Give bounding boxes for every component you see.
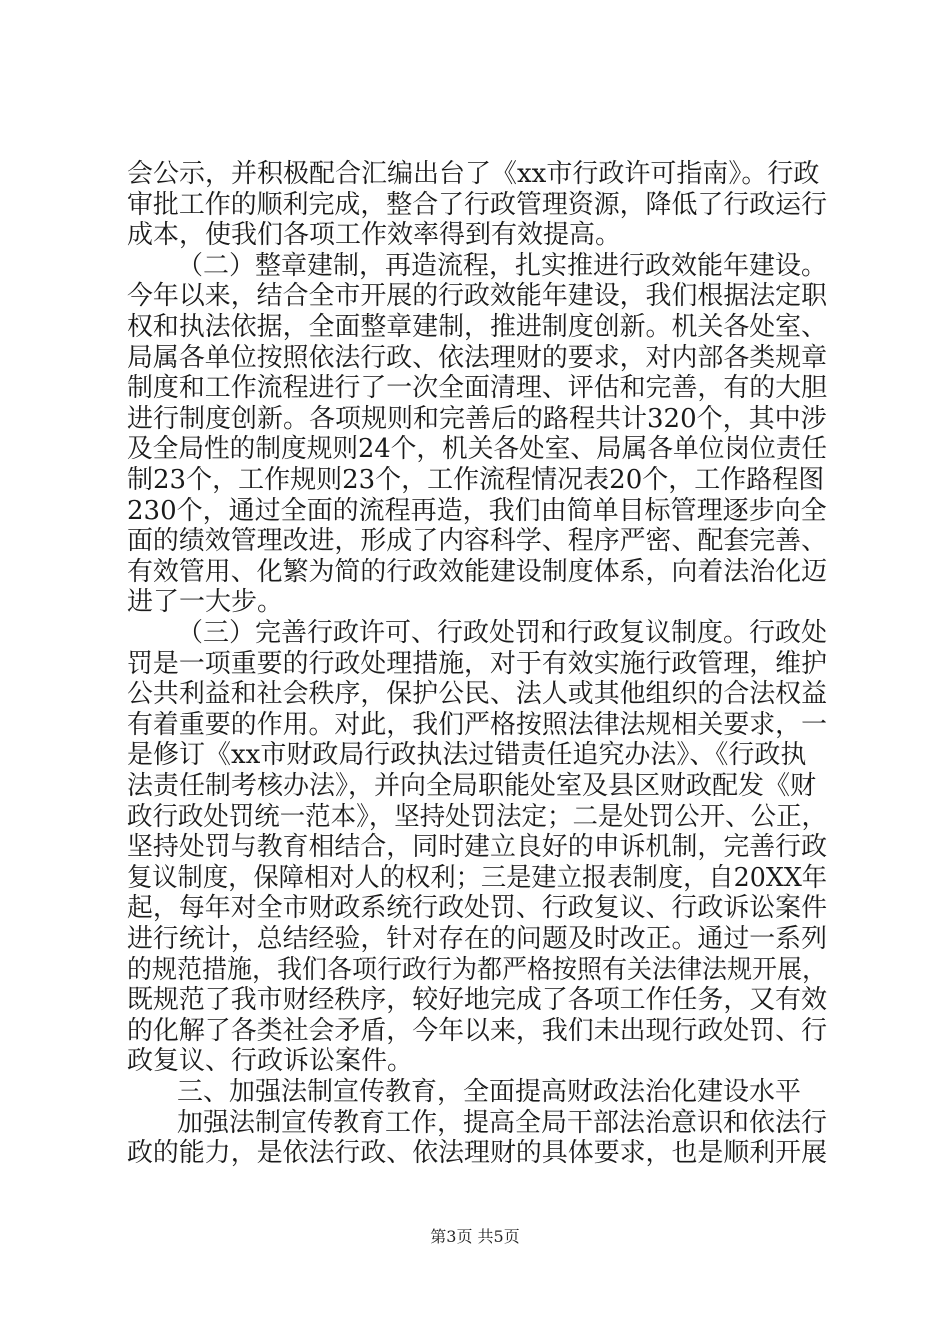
text-line: 是修订《xx市财政局行政执法过错责任追究办法》、《行政执 (127, 740, 807, 770)
text-line: 有着重要的作用。对此，我们严格按照法律法规相关要求，一 (127, 710, 828, 740)
text-line: 进行制度创新。各项规则和完善后的路程共计320个，其中涉 (127, 404, 827, 434)
text-line: 加强法制宣传教育工作，提高全局干部法治意识和依法行 (177, 1108, 828, 1138)
text-line: 起，每年对全市财政系统行政处罚、行政复议、行政诉讼案件 (127, 893, 828, 923)
text-line: 公共利益和社会秩序，保护公民、法人或其他组织的合法权益 (127, 679, 828, 709)
text-line: 罚是一项重要的行政处理措施，对于有效实施行政管理，维护 (127, 649, 828, 679)
text-line: 坚持处罚与教育相结合，同时建立良好的申诉机制，完善行政 (127, 832, 828, 862)
text-line: （二）整章建制，再造流程，扎实推进行政效能年建设。 (177, 251, 828, 281)
section-heading: 三、加强法制宣传教育，全面提高财政法治化建设水平 (177, 1077, 802, 1107)
text-line: 法责任制考核办法》，并向全局职能处室及县区财政配发《财 (127, 771, 817, 801)
text-line: 政的能力，是依法行政、依法理财的具体要求，也是顺利开展 (127, 1138, 828, 1168)
text-line: 政复议、行政诉讼案件。 (127, 1046, 414, 1076)
text-line: 230个，通过全面的流程再造，我们由简单目标管理逐步向全 (127, 496, 827, 526)
text-line: 政行政处罚统一范本》，坚持处罚法定；二是处罚公开、公正， (127, 802, 828, 832)
text-line: 制23个，工作规则23个，工作流程情况表20个，工作路程图 (127, 465, 825, 495)
text-line: 成本，使我们各项工作效率得到有效提高。 (127, 220, 622, 250)
text-line: 制度和工作流程进行了一次全面清理、评估和完善，有的大胆 (127, 373, 828, 403)
text-line: 的化解了各类社会矛盾，今年以来，我们未出现行政处罚、行 (127, 1016, 828, 1046)
text-line: （三）完善行政许可、行政处罚和行政复议制度。行政处 (177, 618, 828, 648)
text-line: 的规范措施，我们各项行政行为都严格按照有关法律法规开展， (127, 955, 827, 985)
text-line: 今年以来，结合全市开展的行政效能年建设，我们根据法定职 (127, 281, 828, 311)
text-line: 审批工作的顺利完成，整合了行政管理资源，降低了行政运行 (127, 190, 828, 220)
text-line: 面的绩效管理改进，形成了内容科学、程序严密、配套完善、 (127, 526, 828, 556)
text-line: 及全局性的制度规则24个，机关各处室、局属各单位岗位责任 (127, 434, 828, 464)
text-line: 复议制度，保障相对人的权利；三是建立报表制度，自20XX年 (127, 863, 828, 893)
text-line: 既规范了我市财经秩序，较好地完成了各项工作任务，又有效 (127, 985, 828, 1015)
text-line: 进了一大步。 (127, 587, 284, 617)
text-line: 局属各单位按照依法行政、依法理财的要求，对内部各类规章 (127, 343, 828, 373)
text-line: 会公示，并积极配合汇编出台了《xx市行政许可指南》。行政 (127, 159, 820, 189)
text-line: 权和执法依据，全面整章建制，推进制度创新。机关各处室、 (127, 312, 828, 342)
text-line: 进行统计，总结经验，针对存在的问题及时改正。通过一系列 (127, 924, 828, 954)
text-line: 有效管用、化繁为简的行政效能建设制度体系，向着法治化迈 (127, 557, 828, 587)
page-footer: 第3页 共5页 (430, 1227, 520, 1246)
